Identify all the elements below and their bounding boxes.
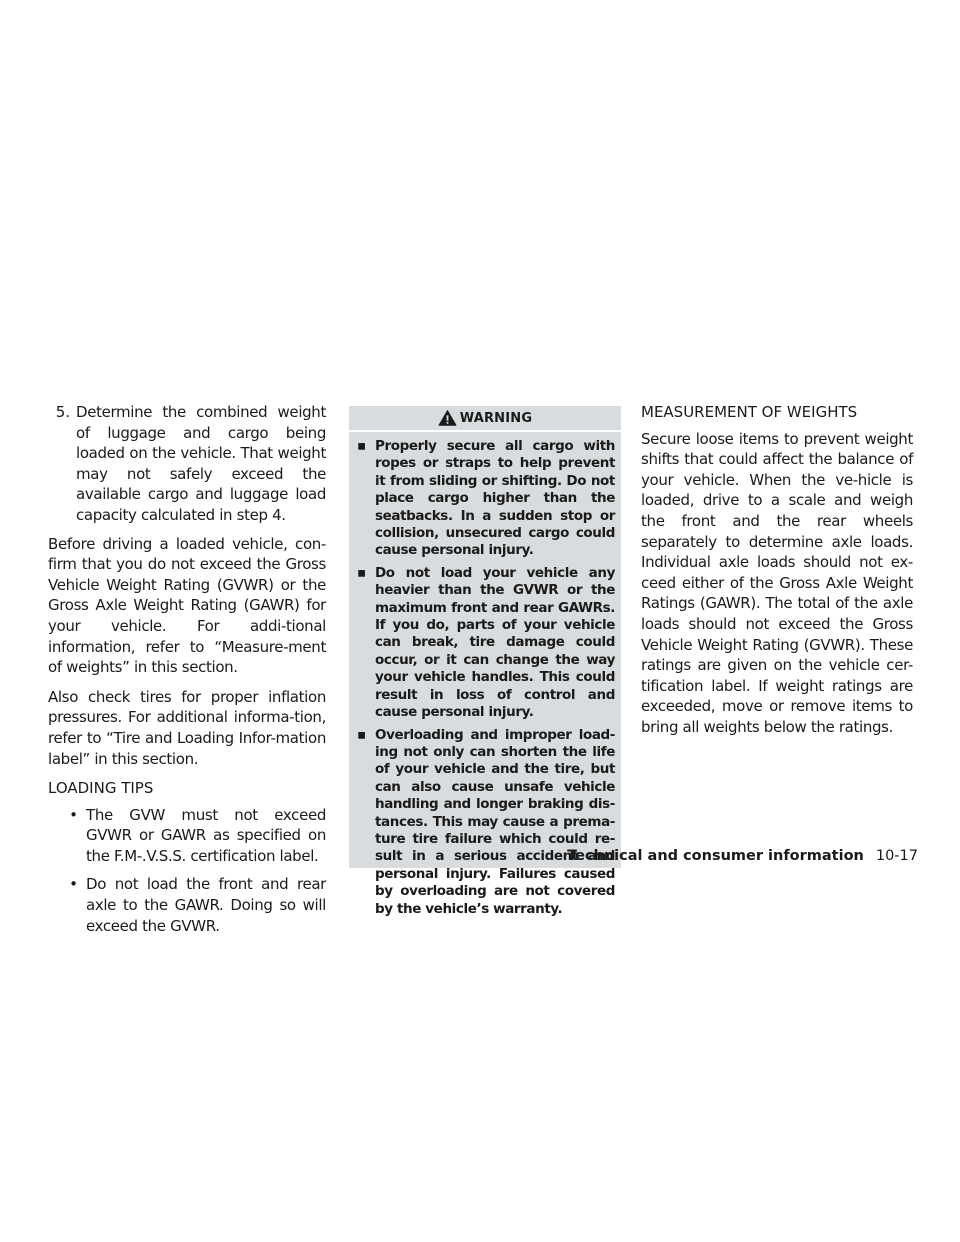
list-item	[48, 805, 326, 867]
square-bullet-icon: ▪	[357, 438, 367, 454]
warning-text: Do not load your vehicle any heavier than the GVWR or the maximum front and rear GAWRs. If you do, parts of your vehicle can break, tire damage could occur, or it can change the way your vehicle handles. This could result in loss of control and cause personal injury.	[375, 564, 615, 721]
left-column	[48, 402, 326, 944]
measurement-heading: MEASUREMENT OF WEIGHTS	[641, 403, 858, 421]
right-column	[641, 402, 913, 738]
square-bullet-icon: ▪	[357, 726, 367, 743]
measurement-paragraph: Secure loose items to prevent weight shifts that could affect the balance of your vehicle. When the ve-hicle is loaded, drive to a scale and weigh the front and the rear wheels separately to determine axle loads. Individual axle loads should not ex-ceed either of the Gross Axle Weight Ratings (GAWR). The total of the axle loads should not exceed the Gross Vehicle Weight Rating (GVWR). These ratings are given on the vehicle cer-tification label. If weight ratings are exceeded, move or remove items to bring all weights below the ratings.	[641, 429, 913, 736]
list-item	[48, 874, 326, 936]
list-item	[357, 727, 615, 918]
list-item	[357, 565, 615, 722]
step-5	[48, 402, 326, 526]
inflation-paragraph: Also check tires for proper inflation pressures. For additional informa-tion, refer to “Tire and Loading Infor-mation label” in this section.	[48, 687, 326, 768]
list-item	[357, 438, 615, 560]
loading-tips-heading: LOADING TIPS	[48, 779, 154, 798]
tip-text: The GVW must not exceed GVWR or GAWR as specified on the F.M-.V.S.S. certification label.	[86, 805, 326, 865]
warning-column	[349, 406, 621, 917]
step-number: 5.	[55, 403, 70, 421]
step-text: Determine the combined weight of luggage and cargo being loaded on the vehicle. That weight may not safely exceed the available cargo and luggage load capacity calculated in step 4.	[76, 403, 326, 524]
bullet-dot-icon: •	[69, 805, 78, 824]
tip-text: Do not load the front and rear axle to the GAWR. Doing so will exceed the GVWR.	[86, 875, 326, 935]
gvwr-paragraph: Before driving a loaded vehicle, con-firm that you do not exceed the Gross Vehicle Weight Rating (GVWR) or the Gross Axle Weight Rating (GAWR) for your vehicle. For addi-tional information, refer to “Measure-ment of weights” in this section.	[48, 534, 326, 677]
warning-triangle-icon	[438, 410, 457, 426]
loading-tips-list	[48, 805, 326, 937]
square-bullet-icon: ▪	[357, 564, 367, 581]
section-title: Technical and consumer information	[567, 848, 864, 864]
warning-header	[349, 406, 621, 432]
bullet-dot-icon: •	[69, 875, 78, 894]
warning-text: Overloading and improper load-ing not only can shorten the life of your vehicle and the tire, but can also cause unsafe vehicle handling and longer braking dis-tances. This may cause a prema-ture tire failure which could re-sult in a serious accident and personal injury. Failures caused by overloading are not covered by the vehicle’s warranty.	[375, 726, 615, 917]
page-footer	[567, 848, 918, 864]
warning-text: Properly secure all cargo with ropes or straps to help prevent it from sliding or shifting. Do not place cargo higher than the seatbacks. In a sudden stop or collision, unsecured cargo could cause personal injury.	[375, 438, 615, 559]
warning-body	[349, 432, 621, 918]
warning-title: WARNING	[459, 410, 533, 426]
page-number: 10-17	[875, 848, 918, 864]
warning-box	[349, 406, 621, 917]
